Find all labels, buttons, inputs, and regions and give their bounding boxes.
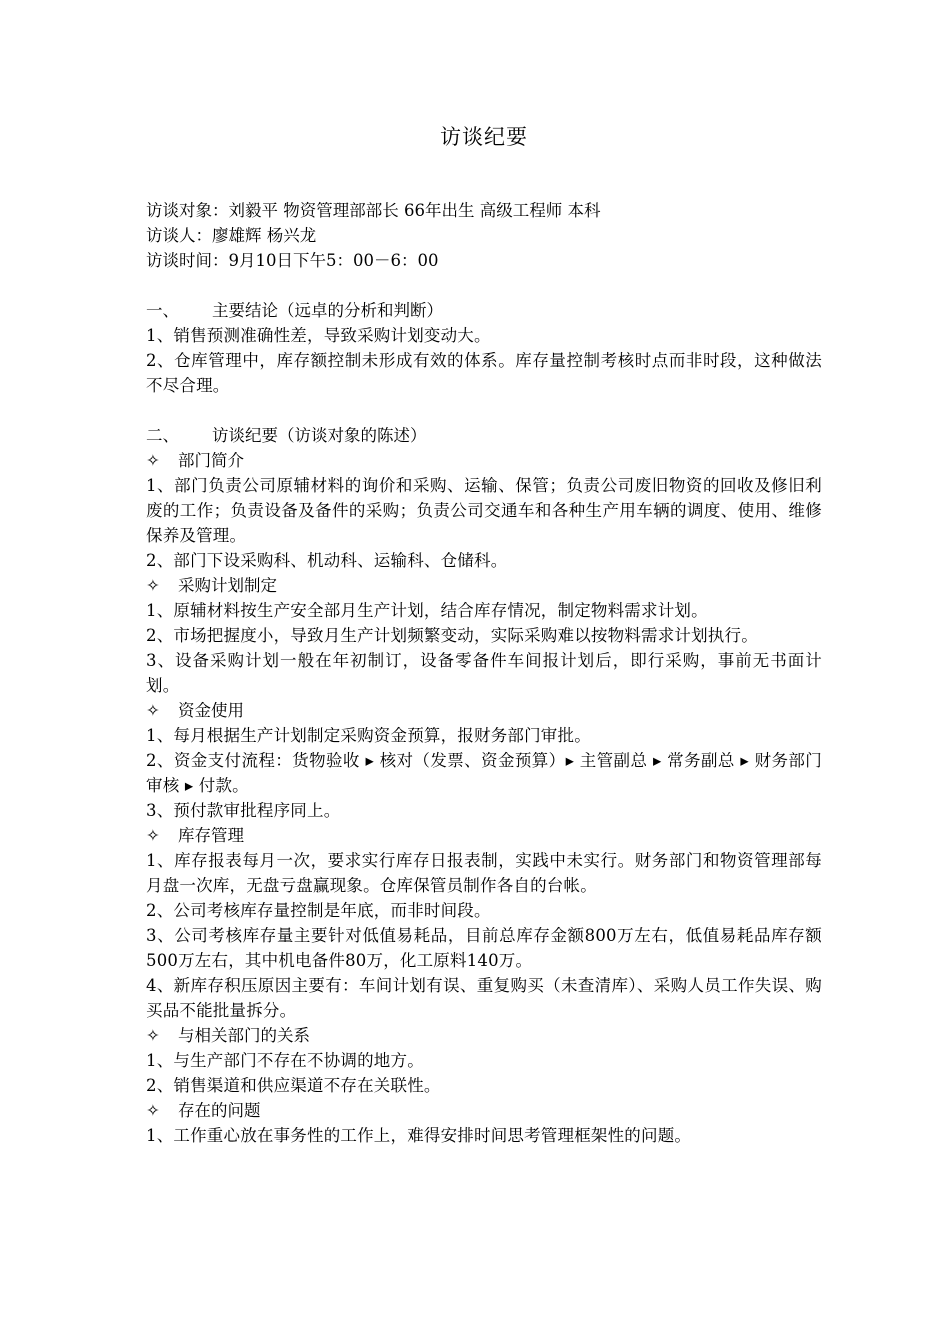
subsection-title: 资金使用 xyxy=(178,701,244,720)
diamond-star-icon: ✧ xyxy=(146,576,160,595)
section-title: 访谈纪要（访谈对象的陈述） xyxy=(212,426,427,445)
list-item: 2、部门下设采购科、机动科、运输科、仓储科。 xyxy=(146,551,508,570)
interview-meta xyxy=(146,198,822,273)
section-heading-minutes xyxy=(146,423,822,448)
interview-time: 访谈时间：9月10日下午5：00－6：00 xyxy=(146,251,439,270)
list-item: 1、库存报表每月一次，要求实行库存日报表制，实践中未实行。财务部门和物资管理部每月盘一次库，无盘亏盘赢现象。仓库保管员制作各自的台帐。 xyxy=(146,851,822,895)
subsection-heading-purchase-plan xyxy=(146,573,822,598)
subsection-heading-relations xyxy=(146,1023,822,1048)
list-item: 2、公司考核库存量控制是年底，而非时间段。 xyxy=(146,901,491,920)
diamond-star-icon: ✧ xyxy=(146,701,160,720)
subsection-title: 库存管理 xyxy=(178,826,244,845)
conclusion-item: 1、销售预测准确性差，导致采购计划变动大。 xyxy=(146,326,491,345)
document-body xyxy=(146,298,822,1148)
subsection-title: 采购计划制定 xyxy=(178,576,277,595)
diamond-star-icon: ✧ xyxy=(146,1101,160,1120)
list-item: 3、预付款审批程序同上。 xyxy=(146,801,341,820)
list-item: 2、市场把握度小，导致月生产计划频繁变动，实际采购难以按物料需求计划执行。 xyxy=(146,626,758,645)
list-item: 2、销售渠道和供应渠道不存在关联性。 xyxy=(146,1076,441,1095)
document-title: 访谈纪要 xyxy=(440,125,528,149)
diamond-star-icon: ✧ xyxy=(146,826,160,845)
list-item: 1、原辅材料按生产安全部月生产计划，结合库存情况，制定物料需求计划。 xyxy=(146,601,708,620)
list-item: 3、设备采购计划一般在年初制订，设备零备件车间报计划后，即行采购，事前无书面计划。 xyxy=(146,651,822,695)
diamond-star-icon: ✧ xyxy=(146,451,160,470)
list-item: 1、与生产部门不存在不协调的地方。 xyxy=(146,1051,424,1070)
section-number: 一、 xyxy=(146,301,179,320)
subsection-heading-inventory xyxy=(146,823,822,848)
list-item: 4、新库存积压原因主要有：车间计划有误、重复购买（未查清库）、采购人员工作失误、购买品不能批量拆分。 xyxy=(146,976,822,1020)
list-item: 1、每月根据生产计划制定采购资金预算，报财务部门审批。 xyxy=(146,726,591,745)
list-item: 3、公司考核库存量主要针对低值易耗品，目前总库存金额800万左右，低值易耗品库存额500万左右，其中机电备件80万，化工原料140万。 xyxy=(146,926,822,970)
spacer xyxy=(146,398,822,423)
subsection-title: 部门简介 xyxy=(178,451,244,470)
section-title: 主要结论（远卓的分析和判断） xyxy=(212,301,443,320)
list-item: 1、工作重心放在事务性的工作上，难得安排时间思考管理框架性的问题。 xyxy=(146,1126,692,1145)
section-number: 二、 xyxy=(146,426,179,445)
subsection-title: 与相关部门的关系 xyxy=(178,1026,310,1045)
subsection-heading-department xyxy=(146,448,822,473)
subsection-title: 存在的问题 xyxy=(178,1101,261,1120)
subsection-heading-problems xyxy=(146,1098,822,1123)
subsection-heading-funds xyxy=(146,698,822,723)
interview-subject: 访谈对象：刘毅平 物资管理部部长 66年出生 高级工程师 本科 xyxy=(146,201,601,220)
conclusion-item: 2、仓库管理中，库存额控制未形成有效的体系。库存量控制考核时点而非时段，这种做法不尽合理。 xyxy=(146,351,822,395)
interviewers: 访谈人：廖雄辉 杨兴龙 xyxy=(146,226,317,245)
list-item: 1、部门负责公司原辅材料的询价和采购、运输、保管；负责公司废旧物资的回收及修旧利废的工作；负责设备及备件的采购；负责公司交通车和各种生产用车辆的调度、使用、维修保养及管理。 xyxy=(146,476,822,545)
list-item-payment-flow: 2、资金支付流程：货物验收 ▸ 核对（发票、资金预算）▸ 主管副总 ▸ 常务副总 ▸ 财务部门审核 ▸ 付款。 xyxy=(146,751,822,795)
diamond-star-icon: ✧ xyxy=(146,1026,160,1045)
section-heading-conclusions xyxy=(146,298,822,323)
